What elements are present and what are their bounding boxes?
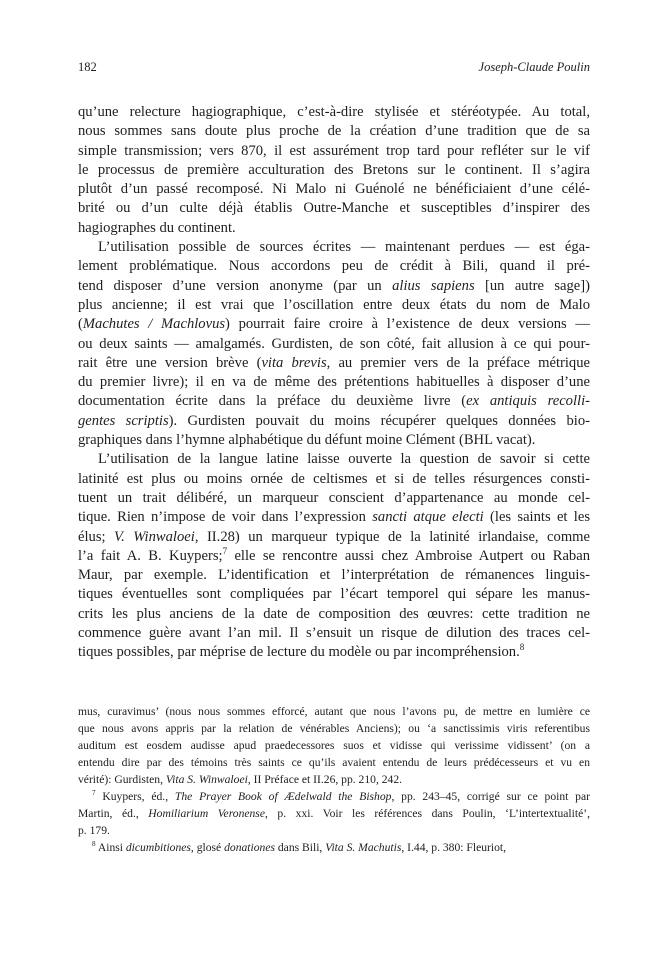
body-line: ou deux saints — amalgamés. Gurdisten, de son côté, fait allusion à ce qui pour- <box>78 335 590 352</box>
footnote-line: $^7$ Kuypers, éd., The Prayer Book of Ædelwald the Bishop, pp. 243–45, corrigé sur ce point par <box>92 789 590 803</box>
body-line: crits les plus anciens de la date de composition des œuvres: cette tradition ne <box>78 605 590 622</box>
body-line: commence guère avant l’an mil. Il s’ensuit un risque de dilution des traces cel- <box>78 625 590 642</box>
body-line: nous sommes sans doute plus proche de la création d’une tradition que de sa <box>78 123 590 140</box>
body-line: l’a fait A. B. Kuypers;$^7$ elle se rencontre aussi chez Ambroise Autpert ou Raban <box>78 545 590 564</box>
body-line: tiques possibles, par méprise de lecture du modèle ou par incompréhension.$^8$ <box>78 642 525 661</box>
body-line: latinité est plus ou moins ornée de celtismes et si de telles résurgences consti- <box>78 470 590 487</box>
body-line: le processus de première acculturation des Bretons sur le continent. Il s’agira <box>78 161 590 178</box>
footnote-line: p. 179. <box>78 824 110 837</box>
body-line: élus; V. Winwaloei, II.28) un marqueur typique de la latinité irlandaise, comme <box>78 528 590 545</box>
footnote-line: mus, curavimus’ (nous nous sommes efforcé, autant que nous l’avons pu, de mettre en lumière ce <box>78 705 590 718</box>
body-text <box>78 103 590 663</box>
body-line: L’utilisation possible de sources écrites — maintenant perdues — est éga- <box>98 239 590 256</box>
footnote-line: vérité): Gurdisten, Vita S. Winwaloei, II Préface et II.26, pp. 210, 242. <box>78 773 403 786</box>
page-header <box>78 60 590 80</box>
body-line: plus ancienne; il est vrai que l’oscillation entre deux états du nom de Malo <box>78 296 590 313</box>
body-line: tend disposer d’une version anonyme (par un alius sapiens [un autre sage]) <box>78 277 591 294</box>
running-head: Joseph-Claude Poulin <box>478 60 590 74</box>
body-line: graphiques dans l’hymne alphabétique du défunt moine Clément (BHL vacat). <box>78 432 536 449</box>
body-line: hagiographes du continent. <box>78 219 236 236</box>
body-line: Maur, par exemple. L’identification et l’interprétation de rémanences linguis- <box>78 567 590 584</box>
page-number: 182 <box>78 60 97 74</box>
footnote-line: Martin, éd., Homiliarium Veronense, p. xxi. Voir les références dans Poulin, ‘L’intertextualité’, <box>78 807 590 820</box>
body-line: simple transmission; vers 870, il est assurément trop tard pour refléter sur le vif <box>78 142 590 159</box>
body-line: rait être une version brève (vita brevis, au premier vers de la préface métrique <box>78 354 590 371</box>
footnotes <box>78 703 590 856</box>
footnote-line: que nous avons appris par la relation de vénérables Anciens); ou ‘a sanctissimis viris referentibus <box>78 722 590 735</box>
body-line: du premier livre); il en va de même des prétentions habituelles à disposer d’une <box>78 374 590 391</box>
footnote-line: entendu dire par des témoins très saints ce qu’ils avaient entendu de leurs prédécesseurs et vu en <box>78 756 590 769</box>
body-line: brité ou d’un culte déjà établis Outre-Manche et susceptibles d’inspirer des <box>78 200 590 217</box>
body-line: plutôt d’un passé recomposé. Ni Malo ni Guénolé ne bénéficiaient d’une célé- <box>78 181 590 198</box>
body-line: L’utilisation de la langue latine laisse ouverte la question de savoir si cette <box>98 451 590 468</box>
body-line: tique. Rien n’impose de voir dans l’expression sancti atque electi (les saints et les <box>78 509 590 526</box>
footnote-line: auditum est eosdem audisse apud praedecessores suos et vidisse qui verissime vidissent’ (on a <box>78 739 590 752</box>
body-line: lement problématique. Nous accordons peu de crédit à Bili, quand il pré- <box>78 258 590 275</box>
body-line: gentes scriptis). Gurdisten pouvait du moins récupérer quelques données bio- <box>78 412 590 429</box>
body-line: qu’une relecture hagiographique, c’est-à-dire stylisée et stéréotypée. Au total, <box>78 104 590 120</box>
footnote-line: $^8$ Ainsi dicumbitiones, glosé donationes dans Bili, Vita S. Machutis, I.44, p. 380: Fleuriot, <box>92 840 507 854</box>
body-line: documentation écrite dans la préface du deuxième livre (ex antiquis recolli- <box>78 393 591 410</box>
body-line: (Machutes / Machlovus) pourrait faire croire à l’existence de deux versions — <box>78 316 590 333</box>
body-line: tuent un trait délibéré, un marqueur conscient d’appartenance au monde cel- <box>78 489 590 506</box>
body-line: tiques éventuelles sont compliquées par l’écart temporel qui sépare les manus- <box>78 586 590 603</box>
